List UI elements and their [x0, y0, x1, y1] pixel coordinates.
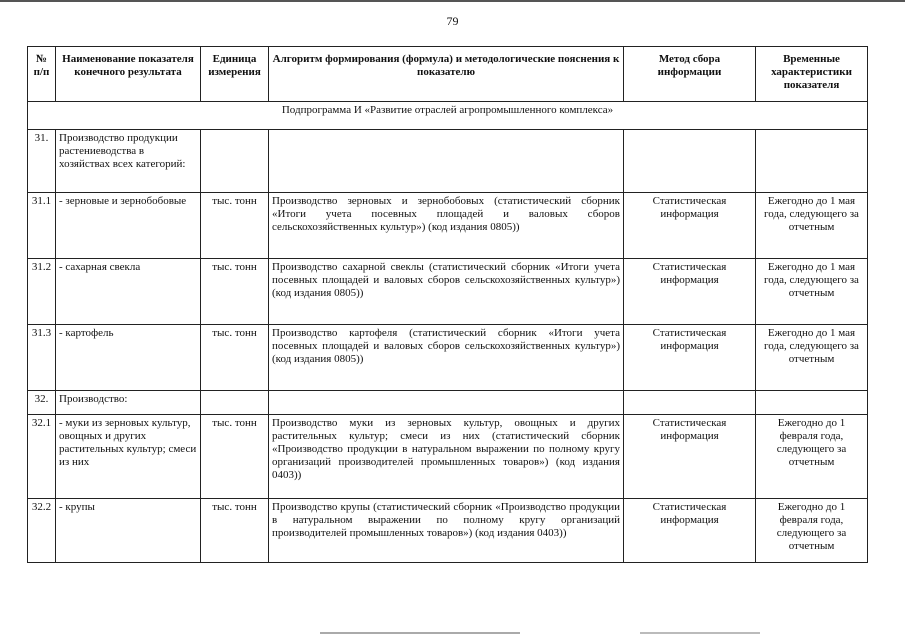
header-unit: Единица измерения — [201, 47, 269, 102]
row-time: Ежегодно до 1 мая года, следующего за отчетным — [756, 259, 868, 325]
row-algorithm: Производство сахарной свеклы (статистический сборник «Итоги учета посевных площадей и валовых сборов сельскохозяйственных культур») (код издания 0805)) — [269, 259, 624, 325]
row-unit: тыс. тонн — [201, 499, 269, 563]
row-num: 31. — [28, 130, 56, 193]
row-num: 31.2 — [28, 259, 56, 325]
row-time — [756, 130, 868, 193]
row-name: Производство продукции растениеводства в хозяйствах всех категорий: — [56, 130, 201, 193]
row-method: Статистическая информация — [624, 259, 756, 325]
row-name: - муки из зерновых культур, овощных и других растительных культур; смеси из них — [56, 415, 201, 499]
row-method: Статистическая информация — [624, 193, 756, 259]
row-unit: тыс. тонн — [201, 193, 269, 259]
row-algorithm — [269, 130, 624, 193]
row-time: Ежегодно до 1 мая года, следующего за отчетным — [756, 325, 868, 391]
row-time: Ежегодно до 1 февраля года, следующего за отчетным — [756, 499, 868, 563]
row-num: 32.1 — [28, 415, 56, 499]
header-num: № п/п — [28, 47, 56, 102]
row-method: Статистическая информация — [624, 415, 756, 499]
page-number: 79 — [446, 14, 459, 28]
bottom-scan-marks — [0, 632, 905, 634]
row-name: - сахарная свекла — [56, 259, 201, 325]
row-algorithm: Производство муки из зерновых культур, овощных и других растительных культур; смеси из них (статистический сборник «Производство продукции в натуральном выражении по полному кругу организаций производителей промышленных товаров») (код издания 0403)) — [269, 415, 624, 499]
row-unit: тыс. тонн — [201, 415, 269, 499]
header-time: Временные характеристики показателя — [756, 47, 868, 102]
row-name: - картофель — [56, 325, 201, 391]
row-method: Статистическая информация — [624, 325, 756, 391]
row-algorithm — [269, 391, 624, 415]
row-name: - зерновые и зернобобовые — [56, 193, 201, 259]
header-name: Наименование показателя конечного результата — [56, 47, 201, 102]
row-unit — [201, 130, 269, 193]
row-unit: тыс. тонн — [201, 325, 269, 391]
row-num: 31.3 — [28, 325, 56, 391]
header-row — [28, 47, 868, 102]
row-algorithm: Производство крупы (статистический сборник «Производство продукции в натуральном выражении по полному кругу организаций производителей промышленных товаров») (код издания 0403)) — [269, 499, 624, 563]
header-method: Метод сбора информации — [624, 47, 756, 102]
table-row — [28, 325, 868, 391]
row-name: - крупы — [56, 499, 201, 563]
top-scan-rule — [0, 0, 905, 2]
row-method — [624, 130, 756, 193]
row-num: 32.2 — [28, 499, 56, 563]
row-time: Ежегодно до 1 мая года, следующего за отчетным — [756, 193, 868, 259]
row-num: 31.1 — [28, 193, 56, 259]
row-num: 32. — [28, 391, 56, 415]
table-row — [28, 193, 868, 259]
row-name: Производство: — [56, 391, 201, 415]
row-time — [756, 391, 868, 415]
row-method: Статистическая информация — [624, 499, 756, 563]
row-algorithm: Производство зерновых и зернобобовых (статистический сборник «Итоги учета посевных площадей и валовых сборов сельскохозяйственных культур») (код издания 0805)) — [269, 193, 624, 259]
table-row — [28, 259, 868, 325]
table-row — [28, 130, 868, 193]
subprogram-title: Подпрограмма И «Развитие отраслей агропромышленного комплекса» — [28, 102, 868, 130]
subprogram-row — [28, 102, 868, 130]
header-algorithm: Алгоритм формирования (формула) и методологические пояснения к показателю — [269, 47, 624, 102]
row-unit — [201, 391, 269, 415]
table-row — [28, 499, 868, 563]
table-row — [28, 415, 868, 499]
row-time: Ежегодно до 1 февраля года, следующего за отчетным — [756, 415, 868, 499]
row-algorithm: Производство картофеля (статистический сборник «Итоги учета посевных площадей и валовых сборов сельскохозяйственных культур») (код издания 0805)) — [269, 325, 624, 391]
table-row — [28, 391, 868, 415]
indicators-table — [27, 46, 868, 563]
row-method — [624, 391, 756, 415]
row-unit: тыс. тонн — [201, 259, 269, 325]
